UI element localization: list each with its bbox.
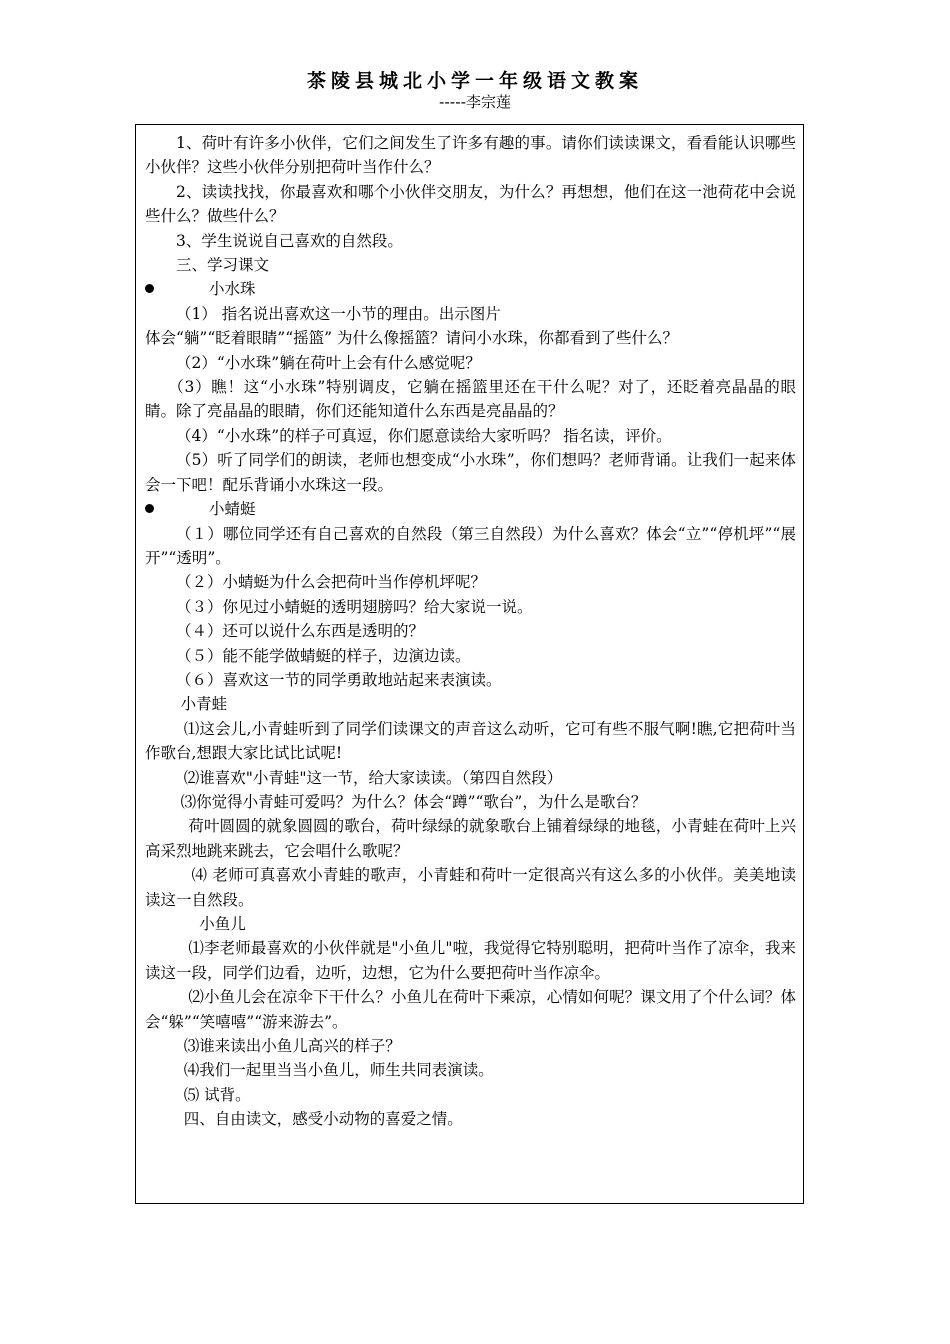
paragraph-text: ⑶你觉得小青蛙可爱吗？为什么？体会“蹲”“歌台”，为什么是歌台？ xyxy=(180,792,647,811)
paragraph-text: 小水珠 xyxy=(209,280,256,299)
paragraph-text: 3、学生说说自己喜欢的自然段。 xyxy=(176,231,403,250)
paragraph-text: （１）哪位同学还有自己喜欢的自然段（第三自然段）为什么喜欢？体会“立”“停机坪”“展开”“透明”。 xyxy=(145,524,796,567)
lesson-paragraph xyxy=(145,692,796,716)
lesson-paragraph xyxy=(145,424,796,448)
paragraph-text: 2、读读找找，你最喜欢和哪个小伙伴交朋友，为什么？再想想，他们在这一池荷花中会说些什么？做些什么？ xyxy=(145,182,796,226)
paragraph-text: 荷叶圆圆的就象圆圆的歌台，荷叶绿绿的就象歌台上铺着绿绿的地毯，小青蛙在荷叶上兴高采烈地跳来跳去，它会唱什么歌呢？ xyxy=(145,817,796,860)
lesson-paragraph xyxy=(145,351,796,375)
paragraph-text: （1） 指名说出喜欢这一小节的理由。出示图片 xyxy=(176,304,501,323)
lesson-paragraph xyxy=(145,1083,796,1107)
paragraph-text: （３）你见过小蜻蜓的透明翅膀吗？给大家说一说。 xyxy=(176,597,533,616)
lesson-paragraph xyxy=(145,522,796,571)
lesson-paragraph xyxy=(145,448,796,497)
section-heading xyxy=(145,277,796,301)
lesson-paragraph xyxy=(145,595,796,619)
paragraph-text: 1、荷叶有许多小伙伴，它们之间发生了许多有趣的事。请你们读读课文，看看能认识哪些小伙伴？这些小伙伴分别把荷叶当作什么？ xyxy=(145,134,796,177)
lesson-paragraph xyxy=(145,131,796,180)
paragraph-text: （４）还可以说什么东西是透明的？ xyxy=(176,622,425,641)
lesson-paragraph xyxy=(145,1107,796,1131)
paragraph-text: ⑷ 老师可真喜欢小青蛙的歌声，小青蛙和荷叶一定很高兴有这么多的小伙伴。美美地读读这一自然段。 xyxy=(145,866,796,909)
lesson-paragraph xyxy=(145,619,796,643)
paragraph-text: 小蜻蜓 xyxy=(209,500,256,519)
paragraph-text: 小鱼儿 xyxy=(199,915,246,933)
lesson-paragraph xyxy=(145,1058,796,1082)
paragraph-text: ⑵谁喜欢"小青蛙"这一节，给大家读读。（第四自然段） xyxy=(183,768,563,787)
lesson-paragraph xyxy=(145,668,796,692)
section-heading xyxy=(145,497,796,521)
paragraph-text: 三、学习课文 xyxy=(176,256,270,275)
bullet-icon xyxy=(145,504,154,513)
paragraph-text: （５）能不能学做蜻蜓的样子，边演边读。 xyxy=(176,646,471,665)
lesson-paragraph xyxy=(145,766,796,790)
paragraph-text: 四、自由读文，感受小动物的喜爱之情。 xyxy=(183,1110,463,1129)
lesson-paragraph xyxy=(145,936,796,985)
paragraph-text: ⑸ 试背。 xyxy=(183,1085,251,1104)
paragraph-text: （2）“小水珠”躺在荷叶上会有什么感觉呢？ xyxy=(176,353,481,372)
lesson-paragraph xyxy=(145,790,796,814)
paragraph-text: （4）“小水珠”的样子可真逗，你们愿意读给大家听吗？ 指名读，评价。 xyxy=(176,426,672,445)
lesson-paragraph xyxy=(145,180,796,229)
paragraph-text: （２）小蜻蜓为什么会把荷叶当作停机坪呢？ xyxy=(176,573,487,592)
lesson-paragraph xyxy=(145,229,796,253)
lesson-paragraph xyxy=(145,302,796,326)
lesson-paragraph xyxy=(145,985,796,1034)
lesson-content-box xyxy=(135,124,804,1204)
lesson-paragraph xyxy=(145,863,796,912)
paragraph-text: ⑵小鱼儿会在凉伞下干什么？小鱼儿在荷叶下乘凉，心情如何呢？课文用了个什么词？体会“躲”“笑嘻嘻”“游来游去”。 xyxy=(145,988,796,1031)
paragraph-text: ⑴李老师最喜欢的小伙伴就是"小鱼儿"啦，我觉得它特别聪明，把荷叶当作了凉伞，我来读这一段，同学们边看，边听，边想，它为什么要把荷叶当作凉伞。 xyxy=(145,939,796,982)
document-author: -----李宗莲 xyxy=(438,93,512,111)
paragraph-text: （3）瞧！这“小水珠”特别调皮，它躺在摇篮里还在干什么呢？对了，还眨着亮晶晶的眼睛。除了亮晶晶的眼睛，你们还能知道什么东西是亮晶晶的？ xyxy=(145,378,796,421)
paragraph-text: ⑷我们一起里当当小鱼儿，师生共同表演读。 xyxy=(183,1061,494,1080)
document-title: 茶陵县城北小学一年级语文教案 xyxy=(306,70,643,92)
lesson-paragraph xyxy=(145,644,796,668)
lesson-paragraph xyxy=(145,253,796,277)
paragraph-text: （5）听了同学们的朗读，老师也想变成“小水珠”，你们想吗？老师背诵。让我们一起来体会一下吧！配乐背诵小水珠这一段。 xyxy=(145,451,796,494)
paragraph-text: 体会“躺”“眨着眼睛”“摇篮” 为什么像摇篮？请问小水珠，你都看到了些什么？ xyxy=(145,329,678,348)
paragraph-text: （６）喜欢这一节的同学勇敢地站起来表演读。 xyxy=(176,670,502,689)
paragraph-text: 小青蛙 xyxy=(180,695,228,714)
lesson-paragraph xyxy=(145,326,796,350)
lesson-paragraph xyxy=(145,717,796,766)
lesson-paragraph xyxy=(145,1034,796,1058)
paragraph-text: ⑶谁来读出小鱼儿高兴的样子？ xyxy=(183,1037,401,1056)
bullet-icon xyxy=(145,284,154,293)
lesson-paragraph xyxy=(145,375,796,424)
lesson-paragraph xyxy=(145,912,796,936)
lesson-paragraph xyxy=(145,814,796,863)
lesson-paragraph xyxy=(145,570,796,594)
paragraph-text: ⑴这会儿,小青蛙听到了同学们读课文的声音这么动听，它可有些不服气啊!瞧,它把荷叶当作歌台,想跟大家比试比试呢! xyxy=(145,719,796,763)
